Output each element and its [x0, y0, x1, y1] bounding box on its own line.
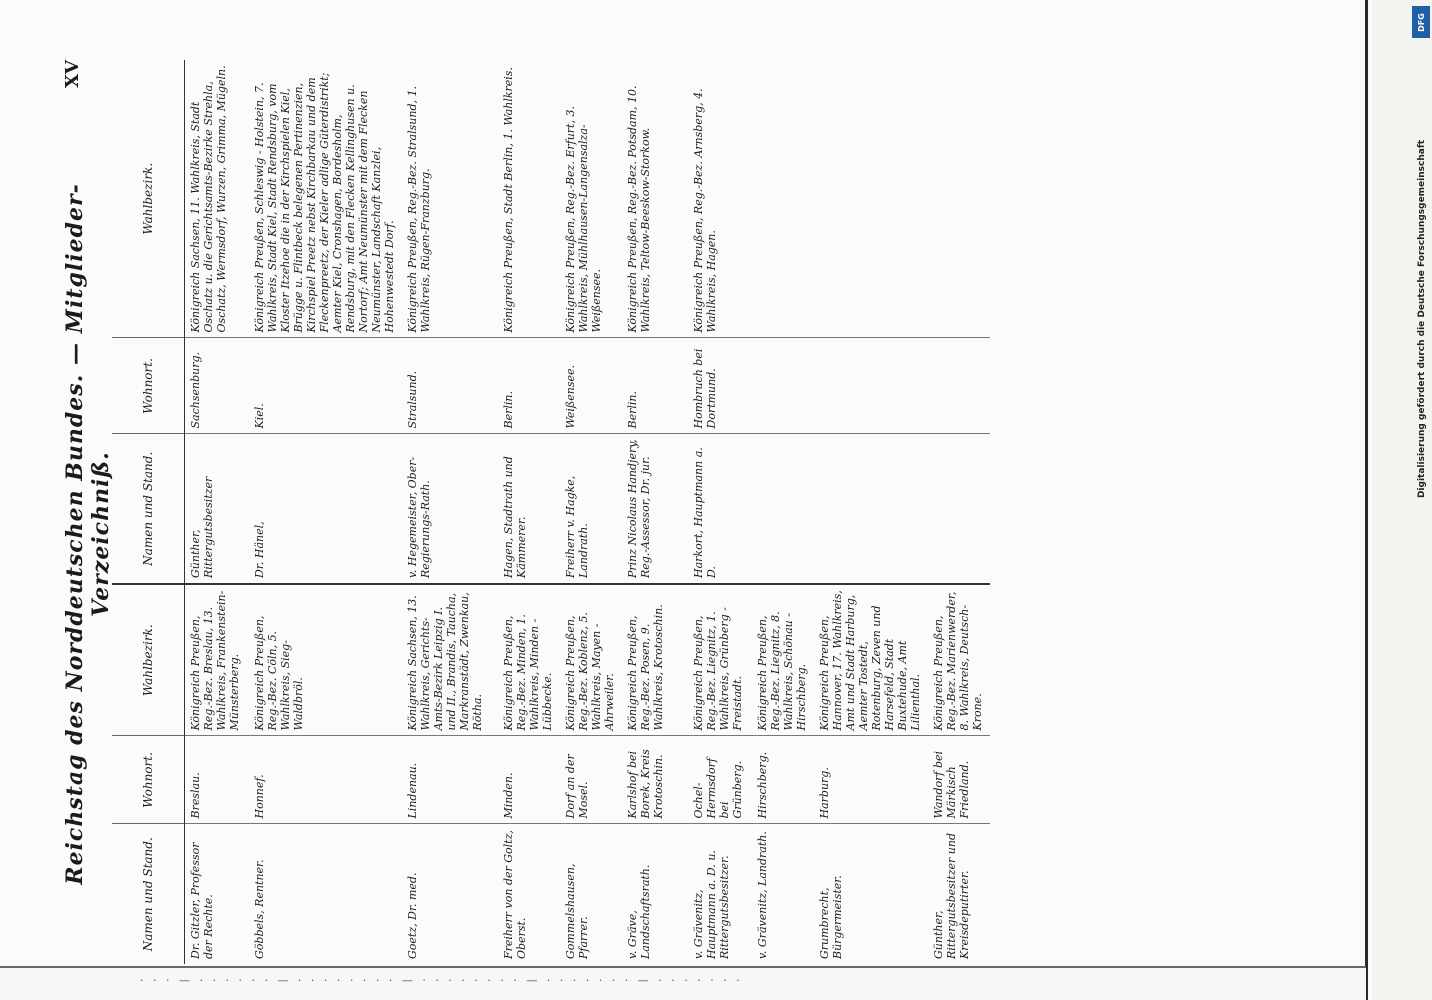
member-district: Königreich Preußen, Reg.-Bez. Marienwerder, 8. Wahlkreis, Deutsch-Krone.	[928, 584, 990, 736]
table-row	[402, 60, 498, 964]
member-name: Gommelshausen, Pfarrer.	[563, 863, 590, 959]
member-residence: Honnef.	[249, 736, 402, 824]
member-name: v. Grävenitz, Landrath.	[755, 831, 769, 959]
table-row	[185, 60, 249, 964]
member-district-2	[928, 60, 990, 338]
member-name: v. Gräve, Landschaftsrath.	[625, 864, 652, 959]
member-residence: Wandorf bei Märkisch Friedland.	[928, 736, 990, 824]
dfg-credit	[1414, 40, 1430, 600]
rotated-page	[60, 60, 1350, 964]
member-district: Königreich Preußen, Reg.-Bez. Liegnitz, 8. Wahlkreis, Schönau - Hirschberg.	[752, 584, 814, 736]
member-residence: Lindenau.	[402, 736, 498, 824]
header-ort-2: Wohnort.	[112, 338, 185, 434]
table-row	[752, 60, 814, 964]
dfg-credit-text: Digitalisierung gefördert durch die Deutsche Forschungsgemeinschaft	[1417, 139, 1427, 499]
member-district-2: Königreich Preußen, Reg.-Bez. Stralsund, 1. Wahlkreis, Rügen-Franzburg.	[402, 60, 498, 338]
member-name: Günther, Rittergutsbesitzer und Kreisdeputirter.	[931, 832, 971, 959]
page-edge-line	[1365, 0, 1368, 1000]
member-district-2	[814, 60, 928, 338]
member-name-2: Dr. Hänel,	[249, 434, 402, 584]
header-ort: Wohnort.	[112, 736, 185, 824]
member-residence-2	[814, 338, 928, 434]
member-name-2	[814, 434, 928, 584]
table-row	[928, 60, 990, 964]
member-residence-2: Hombruch bei Dortmund.	[688, 338, 752, 434]
running-head	[60, 60, 114, 964]
member-district: Königreich Preußen, Reg.-Bez. Minden, 1. Wahlkreis, Minden - Lübbecke.	[498, 584, 560, 736]
member-name-2: Freiherr v. Hagke, Landrath.	[560, 434, 622, 584]
member-district-2: Königreich Preußen, Stadt Berlin, 1. Wahlkreis.	[498, 60, 560, 338]
table-row	[498, 60, 560, 964]
member-district: Königreich Preußen, Reg.-Bez. Breslau, 13. Wahlkreis, Frankenstein-Münsterberg.	[185, 584, 249, 736]
member-district: Königreich Preußen, Hannover, 17. Wahlkreis, Amt und Stadt Harburg, Aemter Tostedt, Rotenburg, Zeven und Harsefeld, Stadt Buxtehude, Amt Lilienthal.	[814, 584, 928, 736]
table-row	[249, 60, 402, 964]
dfg-logo	[1412, 6, 1430, 38]
member-name: v. Grävenitz, Hauptmann a. D. u. Rittergutsbesitzer.	[691, 850, 731, 959]
page-title: Reichstag des Norddeutschen Bundes. — Mitglieder-Verzeichniß.	[62, 183, 114, 885]
member-residence: Harburg.	[814, 736, 928, 824]
member-name-2	[752, 434, 814, 584]
header-bezirk-2: Wahlbezirk.	[112, 60, 185, 338]
member-district: Königreich Sachsen, 13. Wahlkreis, Gerichts-Amts-Bezirk Leipzig I. und II., Brandis, Taucha, Markranstädt, Zwenkau, Rötha.	[402, 584, 498, 736]
member-district-2	[752, 60, 814, 338]
member-district-2: Königreich Preußen, Reg.-Bez. Arnsberg, 4. Wahlkreis, Hagen.	[688, 60, 752, 338]
member-residence-2: Sachsenburg.	[185, 338, 249, 434]
table-header-row	[112, 60, 185, 964]
member-name-2: Prinz Nicolaus Handjery, Reg.-Assessor, Dr. jur.	[622, 434, 688, 584]
member-district: Königreich Preußen, Reg.-Bez. Posen, 9. Wahlkreis, Krotoschin.	[622, 584, 688, 736]
member-district: Königreich Preußen, Reg.-Bez. Koblenz, 5. Wahlkreis, Mayen - Ahrweiler.	[560, 584, 622, 736]
bleed-through-text: · · · — · · · · · · — · · · · · · · · — · · · · · · · · — · · · · · · · — · · · · · · ·	[140, 974, 743, 987]
member-district-2: Königreich Preußen, Schleswig - Holstein, 7. Wahlkreis, Stadt Kiel, Stadt Rendsburg, vom Kloster Itzehoe die in der Kirchspielen Kiel, Brügge u. Flintbeck belegenen Pertinenzien, Kirchspiel Preetz nebst Kirchbarkau und dem Fleckenpreetz, der Kieler adlige Güterdistrikt; Aemter Kiel, Cronshagen, Bordesholm, Rendsburg, mit den Flecken Kellinghusen u. Nortorf; Amt Neumünster mit dem Flecken Neumünster, Landschaft Kanzlei, Hohenwestedt Dorf.	[249, 60, 402, 338]
member-district-2: Königreich Preußen, Reg.-Bez. Erfurt, 3. Wahlkreis, Mühlhausen-Langensalza-Weißensee.	[560, 60, 622, 338]
member-table	[112, 60, 990, 964]
member-residence: Dorf an der Mosel.	[560, 736, 622, 824]
table-row	[814, 60, 928, 964]
member-residence-2: Stralsund.	[402, 338, 498, 434]
member-residence: Hirschberg.	[752, 736, 814, 824]
member-district-2: Königreich Preußen, Reg.-Bez. Potsdam, 10. Wahlkreis, Teltow-Beeskow-Storkow.	[622, 60, 688, 338]
member-name: Goetz, Dr. med.	[405, 872, 419, 959]
member-name-2: Harkort, Hauptmann a. D.	[688, 434, 752, 584]
page-number: XV	[62, 60, 83, 88]
header-name: Namen und Stand.	[112, 824, 185, 964]
member-residence-2: Berlin.	[498, 338, 560, 434]
table-row	[622, 60, 688, 964]
member-name: Dr. Gitzler, Professor der Rechte.	[189, 842, 215, 959]
member-residence: Breslau.	[185, 736, 249, 824]
member-district: Königreich Preußen, Reg.-Bez. Liegnitz, 1. Wahlkreis, Grünberg - Freistadt.	[688, 584, 752, 736]
dfg-logo-text: DFG	[1416, 12, 1426, 32]
member-residence: Ochel-Hermsdorf bei Grünberg.	[688, 736, 752, 824]
member-residence-2	[928, 338, 990, 434]
member-name: Grumbrecht, Bürgermeister.	[817, 875, 844, 959]
member-district-2: Königreich Sachsen, 11. Wahlkreis, Stadt Oschatz u. die Gerichtsamts-Bezirke Strehla, Oschatz, Wermsdorf, Wurzen, Grimma, Mügeln.	[185, 60, 249, 338]
header-bezirk: Wahlbezirk.	[112, 584, 185, 736]
member-residence: Karlshof bei Borek, Kreis Krotoschin.	[622, 736, 688, 824]
header-name-2: Namen und Stand.	[112, 434, 185, 584]
member-residence-2: Weißensee.	[560, 338, 622, 434]
table-row	[560, 60, 622, 964]
member-name-2: Günther, Rittergutsbesitzer	[185, 434, 249, 584]
member-name: Freiherr von der Goltz, Oberst.	[501, 830, 528, 959]
member-name-2	[928, 434, 990, 584]
member-residence: Minden.	[498, 736, 560, 824]
member-district: Königreich Preußen, Reg.-Bez. Cöln, 5. Wahlkreis, Sieg-Waldbröl.	[249, 584, 402, 736]
member-name: Göbbels, Rentner.	[252, 859, 266, 959]
member-name-2: v. Hegemeister, Ober-Regierungs-Rath.	[402, 434, 498, 584]
member-residence-2	[752, 338, 814, 434]
table-row	[688, 60, 752, 964]
member-residence-2: Berlin.	[622, 338, 688, 434]
member-residence-2: Kiel.	[249, 338, 402, 434]
member-name-2: Hagen, Stadtrath und Kämmerer.	[498, 434, 560, 584]
